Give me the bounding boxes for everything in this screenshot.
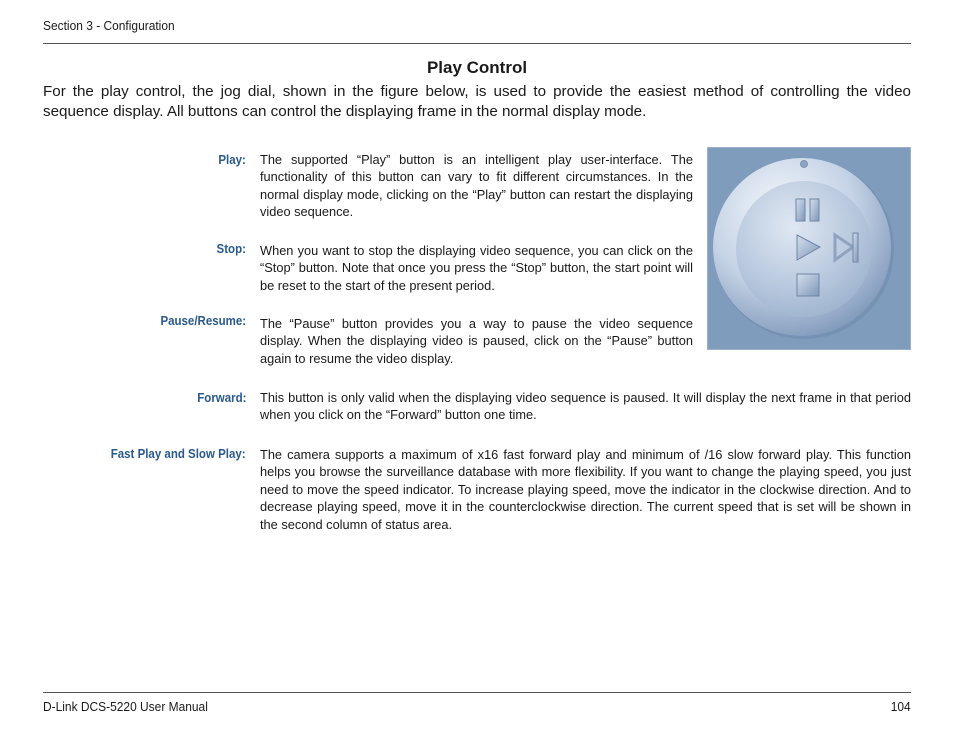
desc-stop: When you want to stop the displaying video sequence, you can click on the “Stop” button. Note that once you press the “Stop” button, the start point will be reset to the start of the present period. <box>260 243 693 293</box>
jog-dial-figure <box>707 147 911 350</box>
footer-divider <box>43 692 911 693</box>
desc-forward: This button is only valid when the displaying video sequence is paused. It will display the next frame in that period when you click on the “Forward” button one time. <box>260 390 911 423</box>
header-divider <box>43 43 911 44</box>
desc-play: The supported “Play” button is an intelligent play user-interface. The functionality of this button can vary to fit different circumstances. In the normal display mode, clicking on the “Play” button can restart the displaying video sequence. <box>260 152 693 220</box>
section-header: Section 3 - Configuration <box>43 18 175 33</box>
term-pause-resume: Pause/Resume: <box>160 314 246 328</box>
desc-fast-slow-play: The camera supports a maximum of x16 fast forward play and minimum of /16 slow forward play. This function helps you browse the surveillance database with more flexibility. If you want to change the playing speed, you just need to move the speed indicator. To increase playing speed, move the indicator in the clockwise direction. And to decrease playing speed, move it in the counterclockwise direction. The current speed that is set will be shown in the second column of status area. <box>260 447 911 532</box>
speed-indicator-dot[interactable] <box>801 161 808 168</box>
intro-paragraph: For the play control, the jog dial, shown in the figure below, is used to provide the easiest method of controlling the video sequence display. All buttons can control the displaying frame in the normal display mode. <box>43 83 911 120</box>
term-stop: Stop: <box>216 242 246 256</box>
footer-manual-title: D-Link DCS-5220 User Manual <box>43 699 208 714</box>
term-forward: Forward: <box>196 391 246 405</box>
term-play: Play: <box>218 153 246 167</box>
term-fast-slow-play: Fast Play and Slow Play: <box>111 447 246 461</box>
stop-icon[interactable] <box>797 274 819 296</box>
page-title: Play Control <box>426 58 528 77</box>
desc-pause-resume: The “Pause” button provides you a way to pause the video sequence display. When the displaying video is paused, click on the “Pause” button again to resume the video display. <box>260 316 693 366</box>
page-number: 104 <box>891 699 911 714</box>
